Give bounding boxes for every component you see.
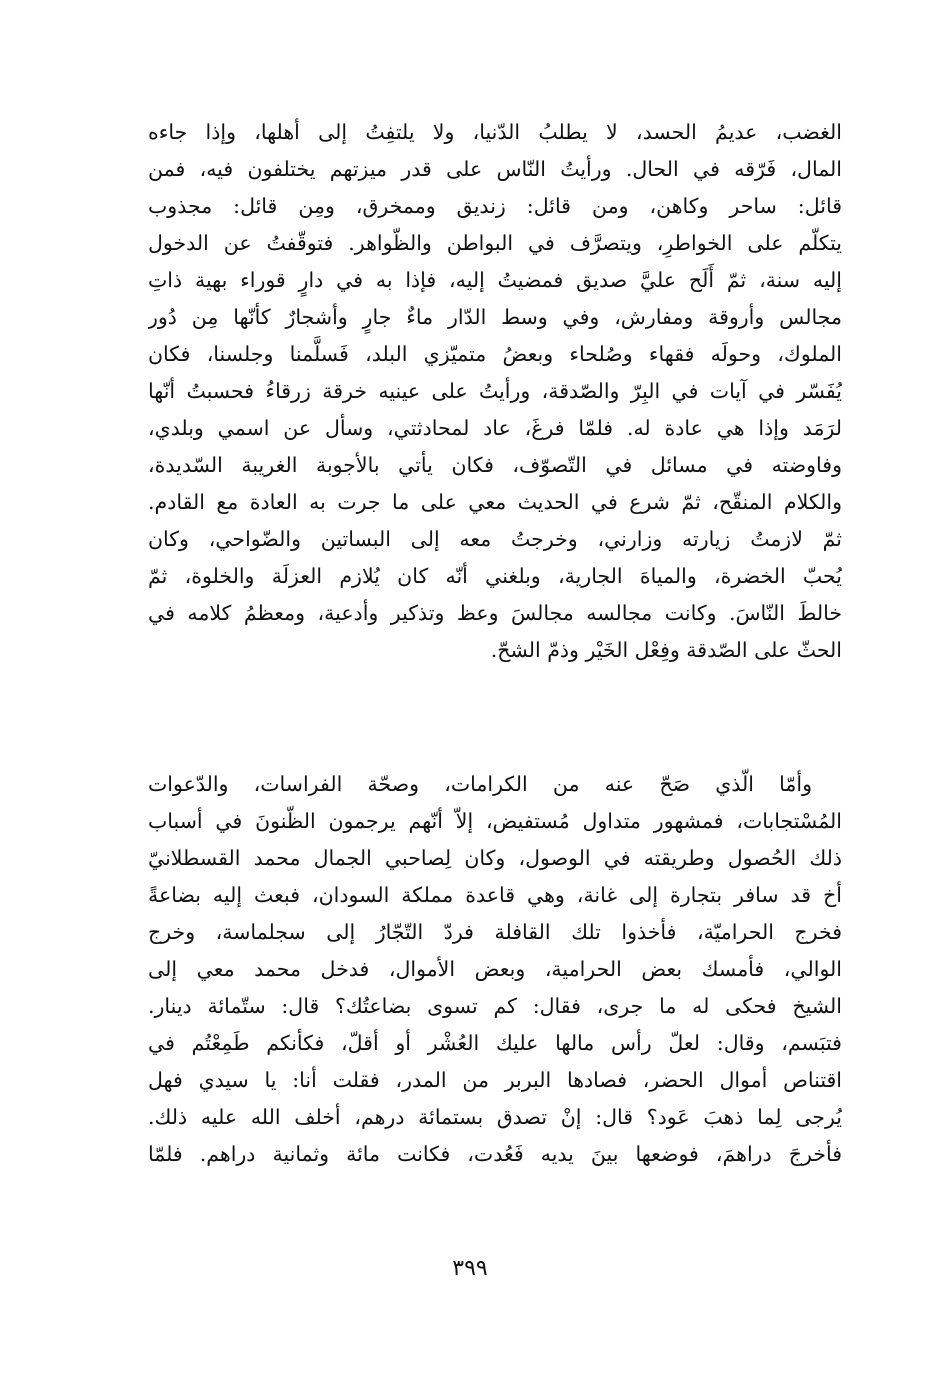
text-line: خالطَ النّاسَ. وكانت مجالسه مجالسَ وعظ وتذكير وأدعية، ومعظمُ كلامه في (148, 601, 842, 625)
text-line: يُحبّ الخضرة، والمياهَ الجارية، وبلغني أنّه كان يُلازم العزلَة والخلوة، ثمّ (148, 564, 842, 588)
text-line: المال، فَرّقه في الحال. ورأيتُ النّاس على قدر ميزتهم يختلفون فيه، فمن (148, 157, 842, 181)
text-line: ذلك الحُصول وطريقته في الوصول، وكان لِصاحبي الجمال محمد القسطلانيّ (148, 846, 842, 870)
text-line: الغضب، عديمُ الحسد، لا يطلبُ الدّنيا، ولا يلتفِتُ إلى أهلها، وإذا جاءه (148, 120, 842, 144)
text-line: الملوك، وحولَه فقهاء وصُلحاء وبعضُ متميّزي البلد، فَسلَّمنا وجلسنا، فكان (148, 342, 842, 366)
text-line: يُفَسّر في آيات في البِرّ والصّدقة، ورأيتُ على عينيه خرقة زرقاءُ فحسبتُ أنّها (148, 379, 842, 403)
text-line: ثمّ لازمتُ زيارته وزارني، وخرجتُ معه إلى البساتين والضّواحي، وكان (148, 527, 842, 551)
text-line: المُسْتجابات، فمشهور متداول مُستفيض، إلاّ أنّهم يرجمون الظّنونَ في أسباب (148, 809, 842, 833)
text-line: فخرج الحراميّة، فأخذوا تلك القافلة فردّ التّجّارُ إلى سجلماسة، وخرج (148, 920, 842, 944)
text-line: والكلام المنقّح، ثمّ شرع في الحديث معي على ما جرت به العادة مع القادم. (148, 490, 842, 514)
text-line: مجالس وأروقة ومفارش، وفي وسط الدّار ماءٌ جارٍ وأشجارٌ كأنّها مِن دُور (148, 305, 842, 329)
text-line: يتكلّم على الخواطرِ، ويتصرَّف في البواطن والظّواهر. فتوقّفتُ عن الدخول (148, 231, 842, 255)
text-line: وأمّا الّذي صَحّ عنه من الكرامات، وصحّة الفراسات، والدّعوات (148, 772, 812, 796)
text-line: قائل: ساحر وكاهن، ومن قائل: زنديق وممخرق، ومِن قائل: مجذوب (148, 194, 842, 218)
text-line: الوالي، فأمسك بعض الحرامية، وبعض الأموال، فدخل محمد معي إلى (148, 957, 842, 981)
text-line: وفاوضته في مسائل في التّصوّف، فكان يأتي بالأجوبة الغريبة السّديدة، (148, 453, 842, 477)
text-line: الشيخ فحكى له ما جرى، فقال: كم تسوى بضاعتُك؟ قال: ستّمائة دينار. (148, 994, 842, 1018)
page-number: ٣٩٩ (452, 1256, 488, 1281)
text-line: إليه سنة، ثمّ أَلَح عليَّ صديق فمضيتُ إليه، فإذا به في دارٍ قوراء بهية ذاتِ (148, 268, 842, 292)
paragraph-2 (148, 766, 842, 1173)
text-line: أخ قد سافر بتجارة إلى غانة، وهي قاعدة مملكة السودان، فبعث إليه بضاعةً (148, 883, 842, 907)
text-line: لرَمَد وإذا هي عادة له. فلمّا فرغَ، عاد لمحادثتي، وسأل عن اسمي وبلدي، (148, 416, 842, 440)
text-line: يُرجى لِما ذهبَ عَود؟ قال: إنْ تصدق بستمائة درهم، أخلف الله عليه ذلك. (148, 1105, 842, 1129)
text-line: اقتناص أموال الحضر، فصادها البربر من المدر، فقلت أنا: يا سيدي فهل (148, 1068, 842, 1092)
text-line: فتبَسم، وقال: لعلّ رأس مالها عليك العُشْر أو أقلّ، فكأنكم طَمِعْتُم في (148, 1031, 842, 1055)
text-line: الحثّ على الصّدقة وفِعْل الخَيْر وذمّ الشحّ. (490, 638, 842, 662)
paragraph-1 (148, 114, 842, 669)
text-line: فأخرجَ دراهمَ، فوضعها بينَ يديه فَعُدت، فكانت مائة وثمانية دراهم. فلمّا (148, 1142, 842, 1166)
